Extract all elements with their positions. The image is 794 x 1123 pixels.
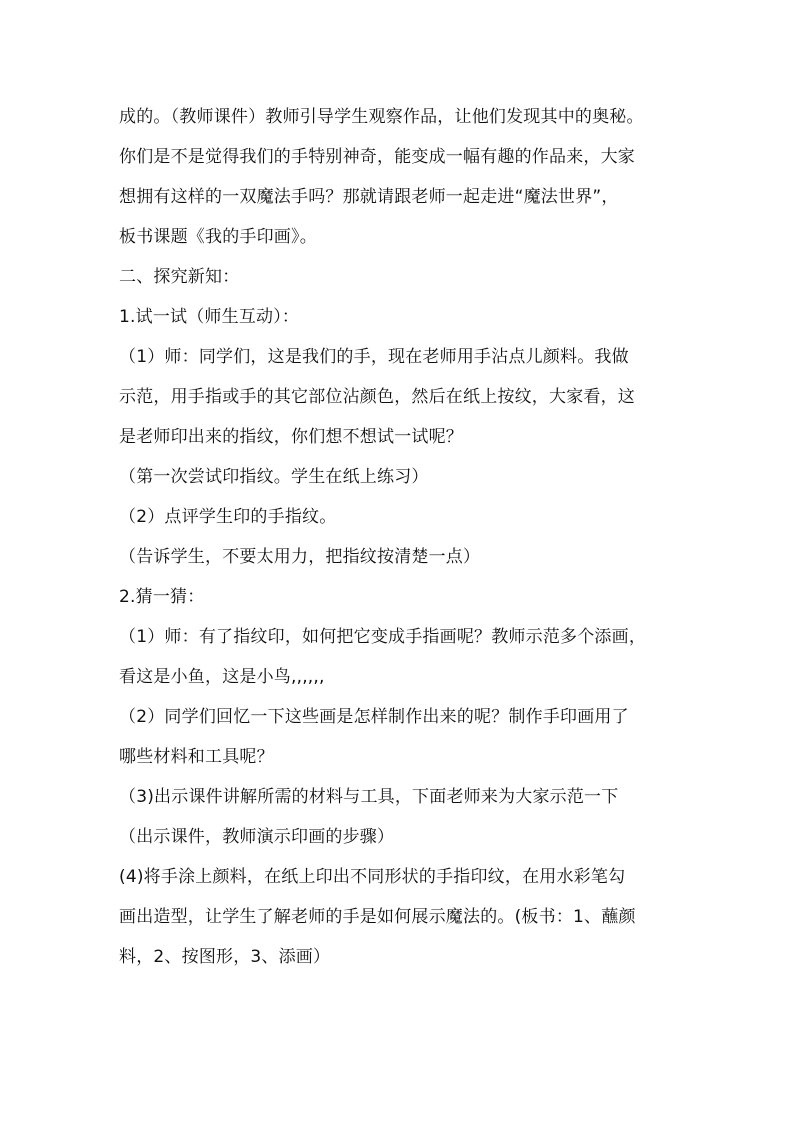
- paragraph-line: （出示课件，教师演示印画的步骤）: [119, 827, 395, 847]
- paragraph-line: 哪些材料和工具呢？: [119, 747, 274, 767]
- paragraph-line: （告诉学生，不要太用力，把指纹按清楚一点）: [119, 547, 481, 567]
- paragraph-line: 想拥有这样的一双魔法手吗？那就请跟老师一起走进“魔法世界”，: [119, 187, 619, 207]
- paragraph-line: 是老师印出来的指纹，你们想不想试一试呢？: [119, 427, 463, 447]
- paragraph-line: 示范，用手指或手的其它部位沾颜色，然后在纸上按纹，大家看，这: [119, 387, 635, 407]
- paragraph-line: （1）师：同学们，这是我们的手，现在老师用手沾点儿颜料。我做: [119, 347, 629, 367]
- paragraph-line: 你们是不是觉得我们的手特别神奇，能变成一幅有趣的作品来，大家: [119, 147, 635, 167]
- paragraph-line: （2）点评学生印的手指纹。: [119, 507, 337, 527]
- paragraph-line: 成的。（教师课件）教师引导学生观察作品，让他们发现其中的奥秘。: [119, 107, 644, 127]
- paragraph-line: （第一次尝试印指纹。学生在纸上练习）: [119, 467, 429, 487]
- paragraph-line: （1）师：有了指纹印，如何把它变成手指画呢？教师示范多个添画，: [119, 627, 647, 647]
- paragraph-line: 画出造型，让学生了解老师的手是如何展示魔法的。(板书：1、蘸颜: [119, 907, 636, 927]
- paragraph-line: 看这是小鱼，这是小鸟,,,,,,: [119, 667, 325, 687]
- paragraph-line: (4)将手涂上颜料，在纸上印出不同形状的手指印纹，在用水彩笔勾: [119, 867, 626, 887]
- paragraph-line: 板书课题《我的手印画》。: [119, 227, 317, 247]
- document-body: [119, 97, 699, 977]
- paragraph-line: 料，2、按图形，3、添画）: [119, 947, 331, 967]
- section-heading: 二、探究新知：: [119, 267, 240, 287]
- subsection-heading: 1.试一试（师生互动）：: [119, 307, 300, 327]
- paragraph-line: （3)出示课件讲解所需的材料与工具，下面老师来为大家示范一下: [119, 787, 619, 807]
- paragraph-line: （2）同学们回忆一下这些画是怎样制作出来的呢？制作手印画用了: [119, 707, 629, 727]
- subsection-heading: 2.猜一猜：: [119, 587, 205, 607]
